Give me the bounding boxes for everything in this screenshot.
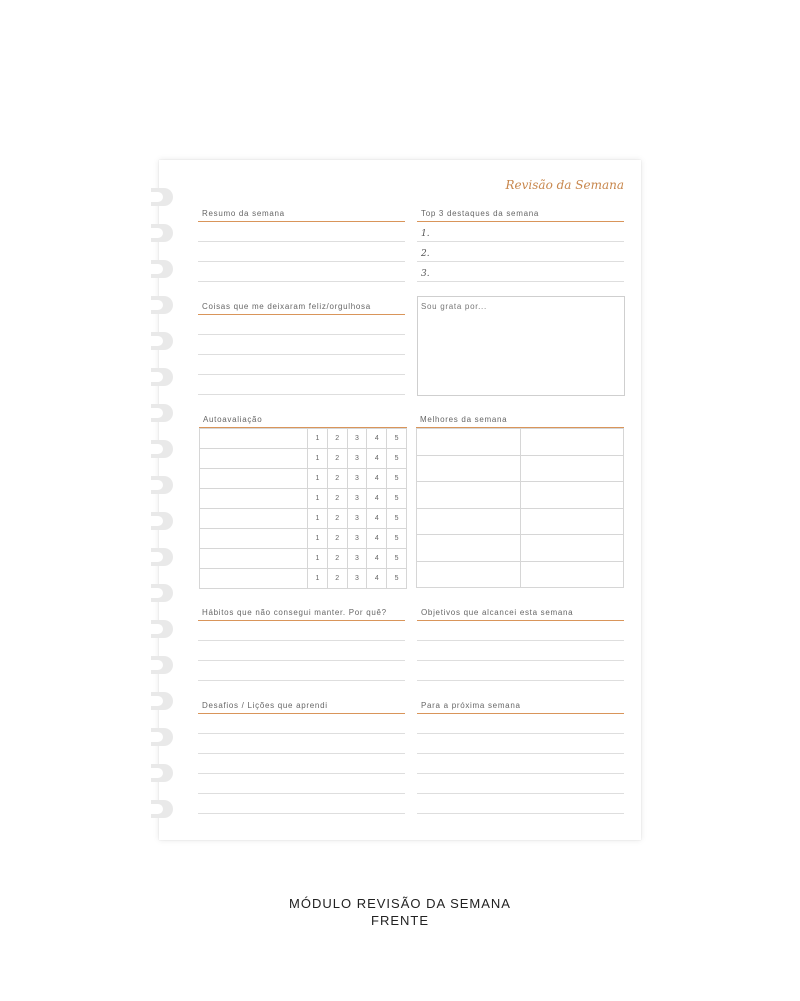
writing-line[interactable] xyxy=(198,315,405,335)
table-cell[interactable] xyxy=(520,455,624,482)
punch-hole xyxy=(151,188,173,206)
top3-section xyxy=(417,207,624,282)
rating-cell[interactable]: 1 xyxy=(308,549,328,569)
grata-label: Sou grata por... xyxy=(421,302,487,311)
punch-hole xyxy=(151,404,173,422)
rating-cell[interactable]: 1 xyxy=(308,469,328,489)
punch-hole xyxy=(151,368,173,386)
desafios-section xyxy=(198,699,405,814)
rating-cell[interactable]: 2 xyxy=(327,429,347,449)
rating-cell[interactable]: 3 xyxy=(347,549,367,569)
autoavaliacao-label: Autoavaliação xyxy=(199,413,407,428)
writing-line[interactable] xyxy=(198,794,405,814)
rating-cell[interactable]: 4 xyxy=(367,449,387,469)
resumo-label: Resumo da semana xyxy=(198,207,405,222)
writing-line[interactable] xyxy=(198,774,405,794)
writing-line[interactable] xyxy=(198,621,405,641)
table-row xyxy=(200,529,407,549)
writing-line[interactable] xyxy=(417,714,624,734)
top3-item[interactable] xyxy=(417,222,624,242)
melhores-table xyxy=(416,428,624,588)
table-cell[interactable] xyxy=(417,429,521,456)
punch-hole xyxy=(151,728,173,746)
writing-line[interactable] xyxy=(198,754,405,774)
punch-hole xyxy=(151,692,173,710)
table-row xyxy=(200,549,407,569)
writing-line[interactable] xyxy=(198,734,405,754)
rating-cell[interactable]: 5 xyxy=(387,549,407,569)
writing-line[interactable] xyxy=(198,714,405,734)
table-row xyxy=(200,469,407,489)
writing-line[interactable] xyxy=(198,641,405,661)
rating-cell[interactable]: 3 xyxy=(347,429,367,449)
rating-cell[interactable]: 1 xyxy=(308,569,328,589)
rating-cell[interactable]: 4 xyxy=(367,549,387,569)
rating-cell[interactable]: 4 xyxy=(367,469,387,489)
rating-item-cell[interactable] xyxy=(200,509,308,529)
rating-cell[interactable]: 4 xyxy=(367,529,387,549)
rating-cell[interactable]: 1 xyxy=(308,509,328,529)
melhores-label: Melhores da semana xyxy=(416,413,624,428)
punch-hole xyxy=(151,296,173,314)
rating-cell[interactable]: 5 xyxy=(387,529,407,549)
writing-line[interactable] xyxy=(417,621,624,641)
punch-hole xyxy=(151,764,173,782)
proxima-label: Para a próxima semana xyxy=(417,699,624,714)
habitos-section xyxy=(198,606,405,681)
table-cell[interactable] xyxy=(520,482,624,509)
rating-cell[interactable]: 2 xyxy=(327,549,347,569)
rating-cell[interactable]: 2 xyxy=(327,489,347,509)
rating-cell[interactable]: 5 xyxy=(387,449,407,469)
writing-line[interactable] xyxy=(417,754,624,774)
rating-cell[interactable]: 1 xyxy=(308,489,328,509)
rating-cell[interactable]: 3 xyxy=(347,449,367,469)
top3-item[interactable] xyxy=(417,242,624,262)
rating-cell[interactable]: 1 xyxy=(308,529,328,549)
rating-cell[interactable]: 5 xyxy=(387,569,407,589)
punch-hole xyxy=(151,224,173,242)
caption-title: MÓDULO REVISÃO DA SEMANA xyxy=(289,896,511,911)
rating-cell[interactable]: 2 xyxy=(327,449,347,469)
coisas-section xyxy=(198,300,405,395)
table-row xyxy=(200,449,407,469)
rating-item-cell[interactable] xyxy=(200,549,308,569)
table-row xyxy=(417,482,624,509)
punch-hole xyxy=(151,440,173,458)
punch-hole xyxy=(151,584,173,602)
writing-line[interactable] xyxy=(417,794,624,814)
rating-item-cell[interactable] xyxy=(200,429,308,449)
table-cell[interactable] xyxy=(520,561,624,588)
table-cell[interactable] xyxy=(520,535,624,562)
rating-item-cell[interactable] xyxy=(200,489,308,509)
writing-line[interactable] xyxy=(198,222,405,242)
rating-cell[interactable]: 5 xyxy=(387,489,407,509)
module-caption xyxy=(0,895,800,929)
writing-line[interactable] xyxy=(417,774,624,794)
writing-line[interactable] xyxy=(198,262,405,282)
rating-cell[interactable]: 4 xyxy=(367,489,387,509)
rating-cell[interactable]: 3 xyxy=(347,489,367,509)
rating-cell[interactable]: 3 xyxy=(347,529,367,549)
rating-cell[interactable]: 1 xyxy=(308,449,328,469)
autoavaliacao-table xyxy=(199,428,407,589)
top3-number: 3. xyxy=(421,269,430,279)
table-row xyxy=(417,508,624,535)
rating-cell[interactable]: 4 xyxy=(367,429,387,449)
rating-cell[interactable]: 5 xyxy=(387,509,407,529)
autoavaliacao-section xyxy=(199,413,407,589)
writing-line[interactable] xyxy=(417,734,624,754)
rating-cell[interactable]: 5 xyxy=(387,469,407,489)
grata-box[interactable] xyxy=(417,296,625,396)
rating-cell[interactable]: 3 xyxy=(347,569,367,589)
writing-line[interactable] xyxy=(417,661,624,681)
objetivos-section xyxy=(417,606,624,681)
punch-hole xyxy=(151,548,173,566)
table-row xyxy=(200,509,407,529)
writing-line[interactable] xyxy=(417,641,624,661)
rating-item-cell[interactable] xyxy=(200,469,308,489)
rating-cell[interactable]: 2 xyxy=(327,509,347,529)
table-row xyxy=(200,489,407,509)
rating-cell[interactable]: 2 xyxy=(327,529,347,549)
punch-hole xyxy=(151,476,173,494)
rating-item-cell[interactable] xyxy=(200,529,308,549)
table-cell[interactable] xyxy=(417,508,521,535)
rating-item-cell[interactable] xyxy=(200,569,308,589)
writing-line[interactable] xyxy=(198,375,405,395)
table-cell[interactable] xyxy=(520,508,624,535)
punch-hole xyxy=(151,620,173,638)
top3-label: Top 3 destaques da semana xyxy=(417,207,624,222)
rating-cell[interactable]: 3 xyxy=(347,509,367,529)
top3-number: 1. xyxy=(421,229,430,239)
rating-cell[interactable]: 5 xyxy=(387,429,407,449)
top3-item[interactable] xyxy=(417,262,624,282)
table-row xyxy=(200,569,407,589)
rating-cell[interactable]: 1 xyxy=(308,429,328,449)
planner-sheet xyxy=(159,160,641,840)
table-row xyxy=(417,561,624,588)
desafios-label: Desafios / Lições que aprendi xyxy=(198,699,405,714)
page-title: Revisão da Semana xyxy=(505,178,624,192)
table-row xyxy=(417,455,624,482)
table-cell[interactable] xyxy=(417,482,521,509)
punch-hole xyxy=(151,656,173,674)
rating-item-cell[interactable] xyxy=(200,449,308,469)
table-row xyxy=(417,535,624,562)
table-cell[interactable] xyxy=(520,429,624,456)
punch-hole xyxy=(151,332,173,350)
top3-number: 2. xyxy=(421,249,430,259)
rating-cell[interactable]: 4 xyxy=(367,509,387,529)
rating-cell[interactable]: 3 xyxy=(347,469,367,489)
table-cell[interactable] xyxy=(417,535,521,562)
writing-line[interactable] xyxy=(198,661,405,681)
punch-hole xyxy=(151,512,173,530)
table-cell[interactable] xyxy=(417,561,521,588)
writing-line[interactable] xyxy=(198,242,405,262)
table-cell[interactable] xyxy=(417,455,521,482)
rating-cell[interactable]: 4 xyxy=(367,569,387,589)
proxima-section xyxy=(417,699,624,814)
writing-line[interactable] xyxy=(198,335,405,355)
table-row xyxy=(200,429,407,449)
objetivos-label: Objetivos que alcancei esta semana xyxy=(417,606,624,621)
punch-hole xyxy=(151,260,173,278)
writing-line[interactable] xyxy=(198,355,405,375)
punch-hole xyxy=(151,800,173,818)
habitos-label: Hábitos que não consegui manter. Por quê? xyxy=(198,606,405,621)
coisas-label: Coisas que me deixaram feliz/orgulhosa xyxy=(198,300,405,315)
melhores-section xyxy=(416,413,624,588)
rating-cell[interactable]: 2 xyxy=(327,469,347,489)
table-row xyxy=(417,429,624,456)
rating-cell[interactable]: 2 xyxy=(327,569,347,589)
resumo-section xyxy=(198,207,405,282)
caption-subtitle: FRENTE xyxy=(371,913,429,928)
